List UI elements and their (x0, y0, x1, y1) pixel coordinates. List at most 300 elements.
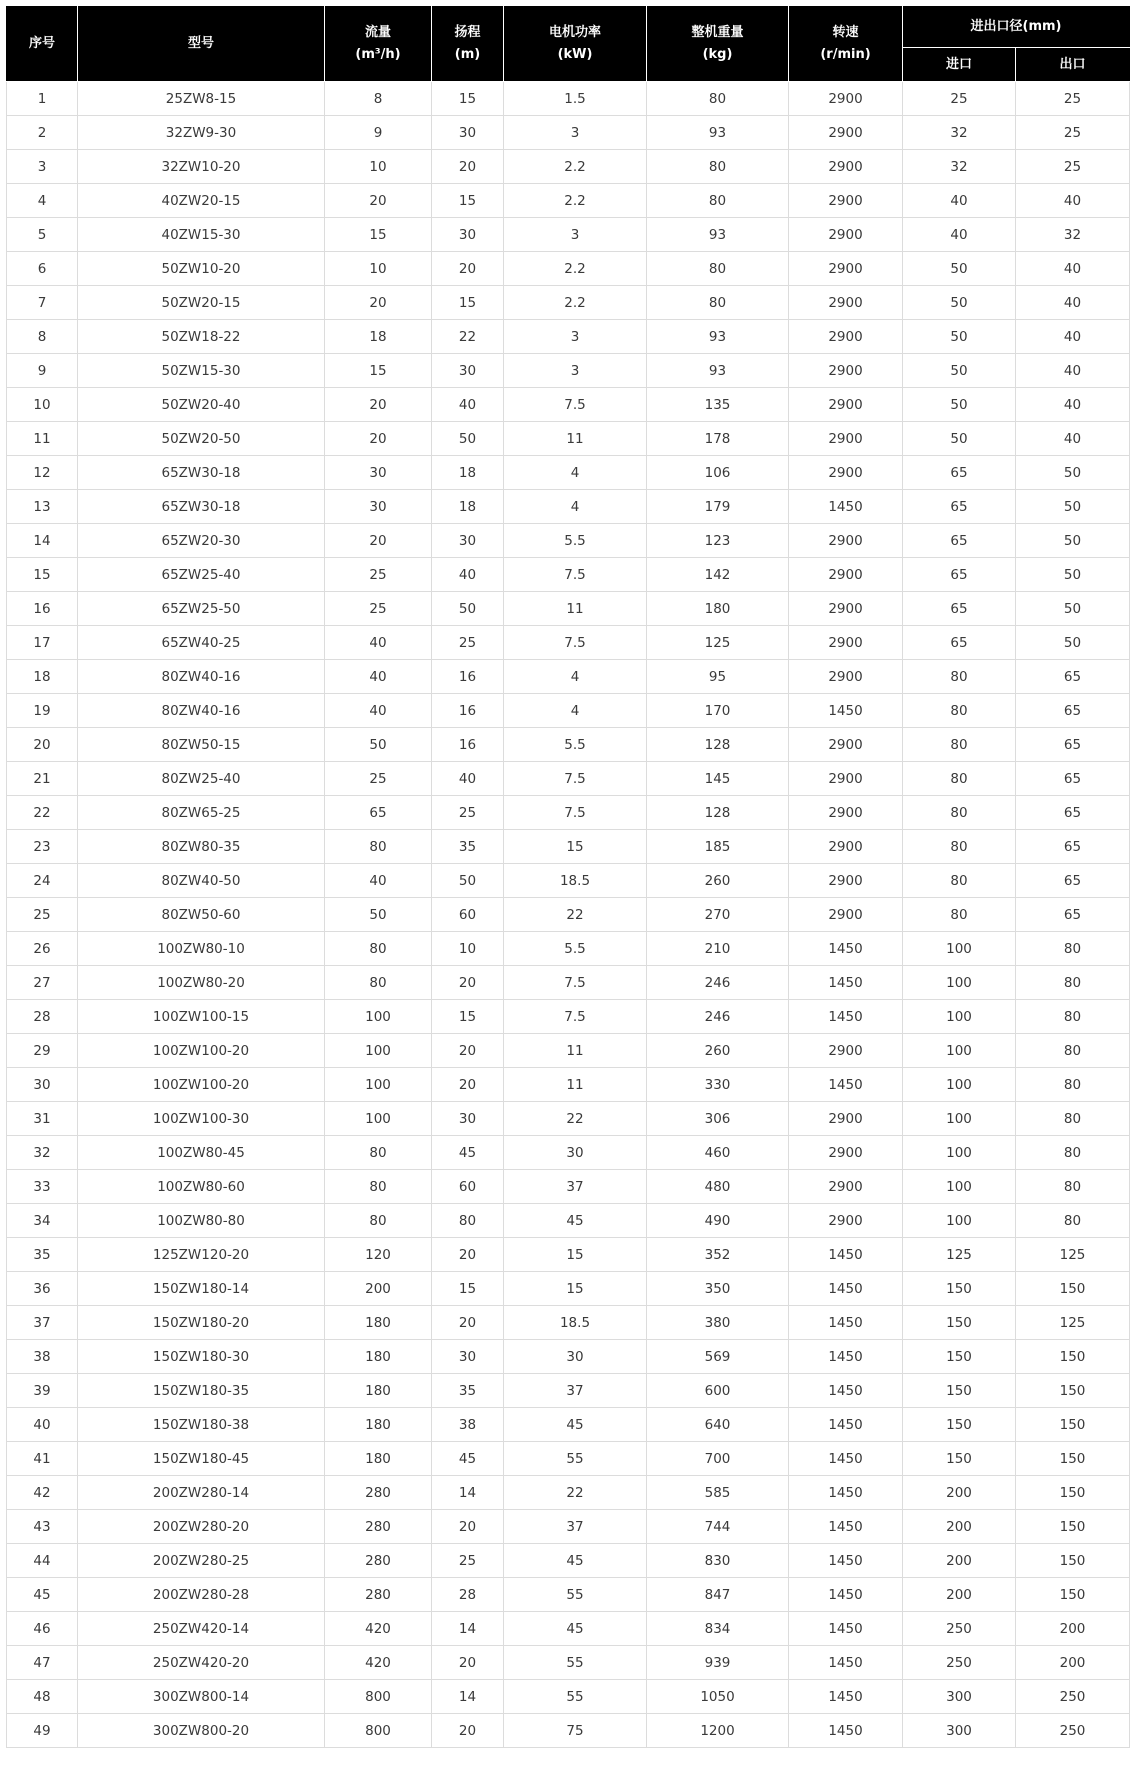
cell-head: 10 (432, 932, 504, 966)
cell-weight: 180 (647, 592, 789, 626)
cell-flow: 800 (325, 1680, 432, 1714)
cell-flow: 180 (325, 1340, 432, 1374)
cell-no: 20 (7, 728, 78, 762)
cell-model: 100ZW80-80 (78, 1204, 325, 1238)
cell-flow: 40 (325, 864, 432, 898)
cell-model: 80ZW40-16 (78, 694, 325, 728)
cell-speed: 2900 (789, 796, 903, 830)
table-row (7, 1068, 1130, 1102)
header-outlet (1016, 48, 1130, 82)
cell-inlet: 150 (903, 1374, 1016, 1408)
cell-inlet: 32 (903, 150, 1016, 184)
cell-outlet: 200 (1016, 1612, 1130, 1646)
cell-model: 50ZW10-20 (78, 252, 325, 286)
table-row (7, 1544, 1130, 1578)
cell-speed: 2900 (789, 830, 903, 864)
table-row (7, 1306, 1130, 1340)
cell-outlet: 65 (1016, 762, 1130, 796)
cell-no: 9 (7, 354, 78, 388)
cell-power: 37 (504, 1374, 647, 1408)
cell-model: 100ZW80-45 (78, 1136, 325, 1170)
cell-power: 15 (504, 1272, 647, 1306)
cell-power: 11 (504, 592, 647, 626)
table-row (7, 932, 1130, 966)
cell-head: 16 (432, 660, 504, 694)
cell-inlet: 100 (903, 966, 1016, 1000)
cell-no: 6 (7, 252, 78, 286)
cell-outlet: 65 (1016, 796, 1130, 830)
cell-no: 4 (7, 184, 78, 218)
cell-speed: 2900 (789, 1102, 903, 1136)
cell-flow: 20 (325, 422, 432, 456)
cell-model: 200ZW280-25 (78, 1544, 325, 1578)
cell-inlet: 200 (903, 1510, 1016, 1544)
table-row (7, 1374, 1130, 1408)
cell-model: 65ZW30-18 (78, 456, 325, 490)
table-row (7, 1272, 1130, 1306)
cell-no: 10 (7, 388, 78, 422)
cell-weight: 246 (647, 1000, 789, 1034)
cell-weight: 744 (647, 1510, 789, 1544)
cell-model: 250ZW420-14 (78, 1612, 325, 1646)
cell-inlet: 50 (903, 320, 1016, 354)
cell-inlet: 40 (903, 218, 1016, 252)
pump-spec-sheet (6, 6, 1129, 1748)
cell-power: 2.2 (504, 286, 647, 320)
cell-no: 23 (7, 830, 78, 864)
cell-speed: 2900 (789, 592, 903, 626)
cell-speed: 2900 (789, 150, 903, 184)
cell-speed: 2900 (789, 456, 903, 490)
cell-inlet: 65 (903, 626, 1016, 660)
cell-head: 30 (432, 1102, 504, 1136)
cell-inlet: 65 (903, 524, 1016, 558)
cell-inlet: 300 (903, 1680, 1016, 1714)
cell-model: 65ZW40-25 (78, 626, 325, 660)
cell-outlet: 80 (1016, 1068, 1130, 1102)
cell-no: 35 (7, 1238, 78, 1272)
cell-weight: 135 (647, 388, 789, 422)
cell-weight: 260 (647, 1034, 789, 1068)
cell-model: 150ZW180-30 (78, 1340, 325, 1374)
cell-flow: 20 (325, 286, 432, 320)
cell-power: 4 (504, 694, 647, 728)
cell-head: 20 (432, 150, 504, 184)
cell-flow: 80 (325, 1204, 432, 1238)
cell-inlet: 150 (903, 1442, 1016, 1476)
cell-model: 150ZW180-35 (78, 1374, 325, 1408)
cell-flow: 40 (325, 626, 432, 660)
header-head-label: 扬程 (454, 25, 481, 40)
cell-flow: 50 (325, 728, 432, 762)
cell-speed: 2900 (789, 524, 903, 558)
cell-speed: 1450 (789, 1544, 903, 1578)
cell-no: 46 (7, 1612, 78, 1646)
cell-inlet: 25 (903, 82, 1016, 116)
cell-weight: 1200 (647, 1714, 789, 1748)
cell-outlet: 32 (1016, 218, 1130, 252)
cell-speed: 2900 (789, 354, 903, 388)
cell-speed: 2900 (789, 218, 903, 252)
cell-speed: 2900 (789, 422, 903, 456)
cell-speed: 1450 (789, 932, 903, 966)
cell-power: 37 (504, 1170, 647, 1204)
cell-weight: 939 (647, 1646, 789, 1680)
cell-model: 40ZW15-30 (78, 218, 325, 252)
cell-weight: 125 (647, 626, 789, 660)
cell-weight: 93 (647, 116, 789, 150)
table-row (7, 762, 1130, 796)
cell-outlet: 25 (1016, 82, 1130, 116)
cell-outlet: 65 (1016, 694, 1130, 728)
cell-weight: 128 (647, 728, 789, 762)
cell-speed: 1450 (789, 490, 903, 524)
cell-inlet: 150 (903, 1272, 1016, 1306)
cell-weight: 490 (647, 1204, 789, 1238)
cell-weight: 80 (647, 184, 789, 218)
cell-speed: 2900 (789, 82, 903, 116)
cell-inlet: 65 (903, 456, 1016, 490)
table-row (7, 694, 1130, 728)
cell-weight: 179 (647, 490, 789, 524)
cell-no: 43 (7, 1510, 78, 1544)
table-row (7, 524, 1130, 558)
cell-no: 19 (7, 694, 78, 728)
cell-no: 16 (7, 592, 78, 626)
cell-power: 7.5 (504, 1000, 647, 1034)
table-row (7, 660, 1130, 694)
cell-power: 30 (504, 1136, 647, 1170)
table-header (7, 7, 1130, 82)
cell-no: 49 (7, 1714, 78, 1748)
header-speed-unit: (r/min) (820, 47, 871, 62)
cell-flow: 100 (325, 1102, 432, 1136)
cell-model: 80ZW65-25 (78, 796, 325, 830)
header-diameter-label: 进出口径(mm) (970, 19, 1062, 34)
cell-model: 65ZW25-50 (78, 592, 325, 626)
cell-outlet: 50 (1016, 558, 1130, 592)
header-inlet-label: 进口 (945, 56, 972, 72)
cell-weight: 93 (647, 320, 789, 354)
cell-model: 80ZW40-16 (78, 660, 325, 694)
cell-outlet: 150 (1016, 1442, 1130, 1476)
table-row (7, 456, 1130, 490)
cell-no: 30 (7, 1068, 78, 1102)
cell-power: 22 (504, 1476, 647, 1510)
cell-flow: 25 (325, 762, 432, 796)
cell-power: 3 (504, 218, 647, 252)
table-row (7, 796, 1130, 830)
cell-inlet: 32 (903, 116, 1016, 150)
cell-power: 7.5 (504, 558, 647, 592)
cell-no: 34 (7, 1204, 78, 1238)
cell-model: 100ZW80-10 (78, 932, 325, 966)
cell-flow: 18 (325, 320, 432, 354)
cell-flow: 80 (325, 966, 432, 1000)
table-row (7, 1612, 1130, 1646)
cell-flow: 9 (325, 116, 432, 150)
cell-inlet: 65 (903, 592, 1016, 626)
cell-speed: 1450 (789, 1476, 903, 1510)
cell-flow: 100 (325, 1000, 432, 1034)
cell-power: 4 (504, 490, 647, 524)
cell-inlet: 100 (903, 1034, 1016, 1068)
cell-model: 50ZW20-40 (78, 388, 325, 422)
cell-speed: 2900 (789, 1170, 903, 1204)
cell-model: 65ZW20-30 (78, 524, 325, 558)
cell-model: 80ZW40-50 (78, 864, 325, 898)
cell-model: 80ZW80-35 (78, 830, 325, 864)
cell-power: 55 (504, 1578, 647, 1612)
cell-power: 75 (504, 1714, 647, 1748)
cell-power: 5.5 (504, 524, 647, 558)
table-row (7, 1000, 1130, 1034)
cell-outlet: 50 (1016, 592, 1130, 626)
cell-no: 7 (7, 286, 78, 320)
cell-outlet: 80 (1016, 1000, 1130, 1034)
cell-power: 1.5 (504, 82, 647, 116)
cell-head: 18 (432, 490, 504, 524)
cell-model: 200ZW280-28 (78, 1578, 325, 1612)
cell-speed: 1450 (789, 1442, 903, 1476)
cell-model: 25ZW8-15 (78, 82, 325, 116)
table-row (7, 286, 1130, 320)
cell-model: 80ZW50-15 (78, 728, 325, 762)
cell-head: 45 (432, 1136, 504, 1170)
header-head (432, 7, 504, 82)
cell-speed: 2900 (789, 286, 903, 320)
cell-flow: 800 (325, 1714, 432, 1748)
cell-outlet: 150 (1016, 1578, 1130, 1612)
cell-flow: 25 (325, 592, 432, 626)
cell-weight: 480 (647, 1170, 789, 1204)
cell-no: 21 (7, 762, 78, 796)
table-row (7, 1238, 1130, 1272)
cell-inlet: 250 (903, 1646, 1016, 1680)
cell-inlet: 300 (903, 1714, 1016, 1748)
table-row (7, 1204, 1130, 1238)
cell-head: 15 (432, 184, 504, 218)
cell-speed: 2900 (789, 320, 903, 354)
cell-flow: 30 (325, 456, 432, 490)
cell-head: 38 (432, 1408, 504, 1442)
cell-power: 30 (504, 1340, 647, 1374)
cell-no: 14 (7, 524, 78, 558)
cell-no: 22 (7, 796, 78, 830)
cell-head: 20 (432, 1034, 504, 1068)
cell-inlet: 100 (903, 1204, 1016, 1238)
cell-model: 150ZW180-38 (78, 1408, 325, 1442)
cell-speed: 2900 (789, 388, 903, 422)
cell-power: 2.2 (504, 150, 647, 184)
cell-no: 48 (7, 1680, 78, 1714)
cell-speed: 1450 (789, 1408, 903, 1442)
table-row (7, 116, 1130, 150)
cell-model: 200ZW280-20 (78, 1510, 325, 1544)
cell-flow: 420 (325, 1646, 432, 1680)
cell-no: 15 (7, 558, 78, 592)
cell-power: 2.2 (504, 184, 647, 218)
header-power-label: 电机功率 (548, 25, 601, 40)
table-row (7, 1408, 1130, 1442)
cell-power: 7.5 (504, 626, 647, 660)
cell-head: 40 (432, 388, 504, 422)
cell-head: 25 (432, 626, 504, 660)
cell-inlet: 50 (903, 252, 1016, 286)
cell-no: 28 (7, 1000, 78, 1034)
table-row (7, 1578, 1130, 1612)
cell-outlet: 250 (1016, 1680, 1130, 1714)
cell-no: 42 (7, 1476, 78, 1510)
cell-speed: 1450 (789, 1612, 903, 1646)
cell-flow: 80 (325, 932, 432, 966)
cell-flow: 280 (325, 1510, 432, 1544)
cell-speed: 2900 (789, 558, 903, 592)
cell-outlet: 65 (1016, 864, 1130, 898)
cell-speed: 2900 (789, 728, 903, 762)
cell-model: 150ZW180-45 (78, 1442, 325, 1476)
cell-speed: 1450 (789, 694, 903, 728)
cell-weight: 569 (647, 1340, 789, 1374)
cell-model: 150ZW180-14 (78, 1272, 325, 1306)
cell-no: 26 (7, 932, 78, 966)
cell-weight: 585 (647, 1476, 789, 1510)
cell-power: 11 (504, 1068, 647, 1102)
cell-no: 38 (7, 1340, 78, 1374)
cell-no: 1 (7, 82, 78, 116)
header-flow-label: 流量 (364, 25, 391, 40)
cell-outlet: 65 (1016, 728, 1130, 762)
cell-no: 24 (7, 864, 78, 898)
cell-flow: 180 (325, 1408, 432, 1442)
cell-speed: 2900 (789, 184, 903, 218)
cell-speed: 1450 (789, 1510, 903, 1544)
cell-head: 20 (432, 1068, 504, 1102)
cell-model: 50ZW15-30 (78, 354, 325, 388)
cell-outlet: 150 (1016, 1408, 1130, 1442)
cell-speed: 1450 (789, 1238, 903, 1272)
cell-power: 7.5 (504, 388, 647, 422)
cell-model: 100ZW80-60 (78, 1170, 325, 1204)
cell-no: 44 (7, 1544, 78, 1578)
cell-flow: 80 (325, 1170, 432, 1204)
cell-speed: 1450 (789, 1714, 903, 1748)
cell-outlet: 50 (1016, 524, 1130, 558)
cell-head: 14 (432, 1680, 504, 1714)
cell-outlet: 150 (1016, 1374, 1130, 1408)
cell-weight: 460 (647, 1136, 789, 1170)
cell-head: 14 (432, 1612, 504, 1646)
cell-weight: 350 (647, 1272, 789, 1306)
cell-head: 18 (432, 456, 504, 490)
cell-weight: 600 (647, 1374, 789, 1408)
cell-speed: 1450 (789, 1578, 903, 1612)
cell-power: 45 (504, 1544, 647, 1578)
cell-outlet: 40 (1016, 320, 1130, 354)
cell-outlet: 40 (1016, 388, 1130, 422)
cell-head: 30 (432, 116, 504, 150)
table-row (7, 592, 1130, 626)
cell-model: 300ZW800-14 (78, 1680, 325, 1714)
cell-speed: 1450 (789, 1068, 903, 1102)
cell-outlet: 25 (1016, 150, 1130, 184)
table-row (7, 354, 1130, 388)
cell-speed: 1450 (789, 1646, 903, 1680)
cell-outlet: 80 (1016, 966, 1130, 1000)
cell-weight: 830 (647, 1544, 789, 1578)
cell-head: 16 (432, 728, 504, 762)
cell-inlet: 80 (903, 728, 1016, 762)
cell-power: 4 (504, 456, 647, 490)
cell-model: 50ZW20-50 (78, 422, 325, 456)
cell-outlet: 150 (1016, 1510, 1130, 1544)
table-row (7, 1476, 1130, 1510)
cell-head: 20 (432, 252, 504, 286)
cell-flow: 100 (325, 1034, 432, 1068)
header-weight-label: 整机重量 (691, 25, 744, 40)
cell-head: 50 (432, 864, 504, 898)
cell-outlet: 50 (1016, 626, 1130, 660)
cell-speed: 2900 (789, 898, 903, 932)
cell-head: 14 (432, 1476, 504, 1510)
cell-outlet: 200 (1016, 1646, 1130, 1680)
cell-flow: 20 (325, 388, 432, 422)
cell-flow: 180 (325, 1374, 432, 1408)
cell-model: 65ZW25-40 (78, 558, 325, 592)
cell-flow: 120 (325, 1238, 432, 1272)
cell-inlet: 100 (903, 1000, 1016, 1034)
cell-weight: 352 (647, 1238, 789, 1272)
cell-model: 100ZW100-20 (78, 1034, 325, 1068)
table-row (7, 150, 1130, 184)
cell-weight: 93 (647, 218, 789, 252)
header-outlet-label: 出口 (1059, 56, 1086, 72)
cell-weight: 170 (647, 694, 789, 728)
cell-flow: 65 (325, 796, 432, 830)
cell-weight: 80 (647, 150, 789, 184)
cell-outlet: 150 (1016, 1272, 1130, 1306)
cell-no: 45 (7, 1578, 78, 1612)
cell-outlet: 40 (1016, 184, 1130, 218)
table-row (7, 490, 1130, 524)
cell-inlet: 250 (903, 1612, 1016, 1646)
cell-inlet: 40 (903, 184, 1016, 218)
cell-no: 27 (7, 966, 78, 1000)
cell-head: 40 (432, 762, 504, 796)
cell-head: 60 (432, 1170, 504, 1204)
cell-flow: 280 (325, 1476, 432, 1510)
cell-model: 80ZW25-40 (78, 762, 325, 796)
cell-weight: 80 (647, 82, 789, 116)
header-model (78, 7, 325, 82)
cell-head: 30 (432, 218, 504, 252)
cell-flow: 180 (325, 1442, 432, 1476)
cell-weight: 145 (647, 762, 789, 796)
cell-flow: 180 (325, 1306, 432, 1340)
cell-weight: 178 (647, 422, 789, 456)
cell-weight: 330 (647, 1068, 789, 1102)
cell-head: 20 (432, 1510, 504, 1544)
cell-power: 18.5 (504, 1306, 647, 1340)
cell-power: 18.5 (504, 864, 647, 898)
cell-outlet: 150 (1016, 1544, 1130, 1578)
cell-speed: 2900 (789, 252, 903, 286)
cell-model: 65ZW30-18 (78, 490, 325, 524)
cell-model: 200ZW280-14 (78, 1476, 325, 1510)
cell-no: 11 (7, 422, 78, 456)
table-row (7, 626, 1130, 660)
cell-speed: 2900 (789, 1204, 903, 1238)
